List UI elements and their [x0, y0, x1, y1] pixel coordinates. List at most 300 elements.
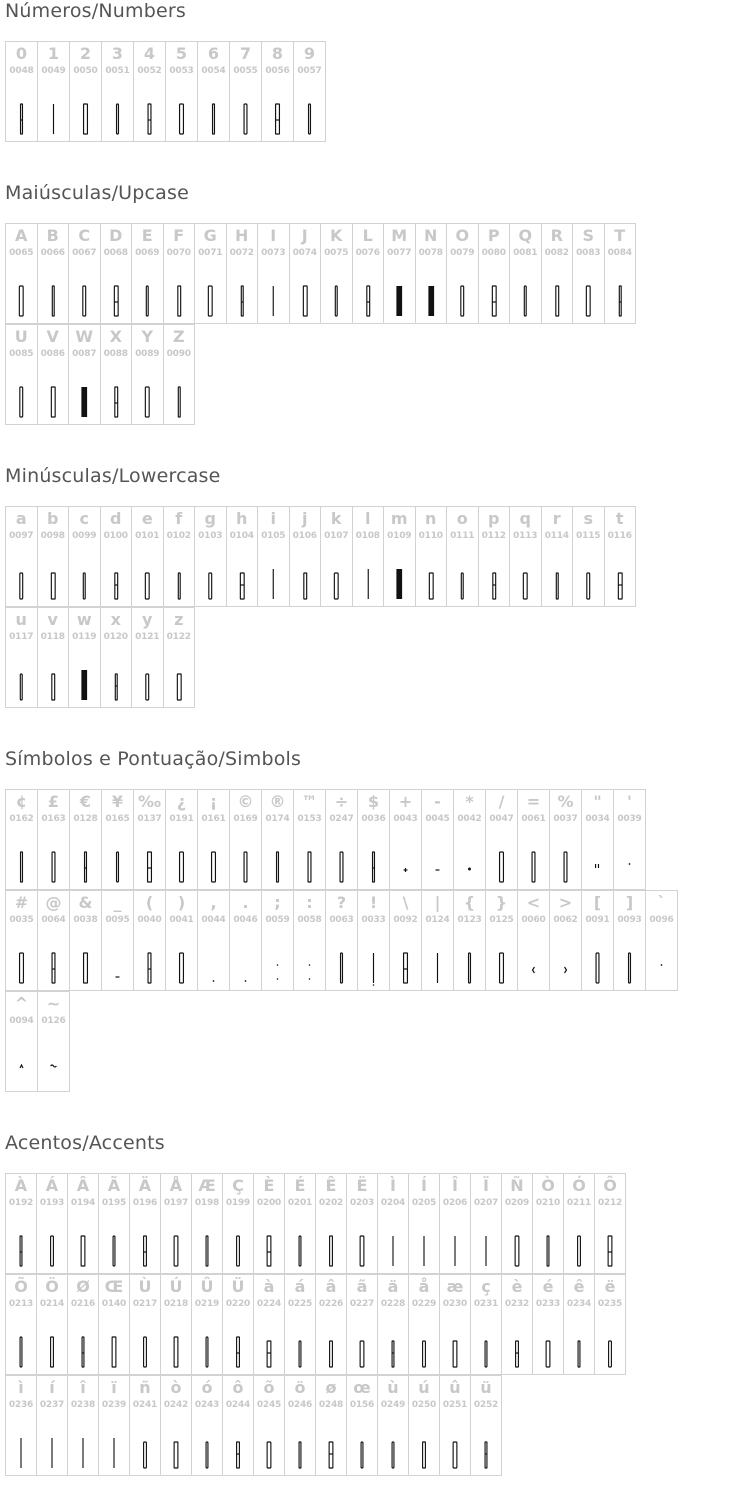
glyph-code: 0241 [132, 1400, 158, 1410]
glyph-code: 0243 [194, 1400, 220, 1410]
glyph-cell [485, 890, 518, 991]
glyph-cell [470, 1375, 502, 1476]
glyph-cell [5, 1173, 37, 1274]
glyph-preview [230, 848, 261, 888]
glyph-char: R [550, 226, 563, 245]
glyph-preview [258, 282, 289, 322]
glyph-cell [470, 1173, 502, 1274]
glyph-code: 0050 [73, 66, 98, 76]
glyph-char: j [302, 509, 308, 528]
glyph-cell [194, 223, 227, 324]
glyph-preview [166, 848, 197, 888]
glyph-char: ÷ [334, 792, 349, 811]
glyph-preview [38, 100, 69, 140]
glyph-char: f [175, 509, 183, 528]
glyph-char: ¡ [209, 792, 218, 811]
glyph-code: 0169 [233, 814, 258, 824]
glyph-code: 0126 [41, 1016, 66, 1026]
glyph-code: 0233 [535, 1299, 561, 1309]
glyph-cell [222, 1173, 254, 1274]
glyph-cell [131, 607, 164, 708]
glyph-preview [290, 565, 321, 605]
glyph-code: 0077 [387, 248, 412, 258]
glyph-preview [6, 666, 37, 706]
glyph-cell [377, 1274, 409, 1375]
glyph-preview [6, 565, 37, 605]
glyph-code: 0137 [137, 814, 162, 824]
glyph-preview [471, 1434, 501, 1474]
glyph-cell [346, 1375, 378, 1476]
glyph-code: 0211 [566, 1198, 592, 1208]
glyph-code: 0220 [225, 1299, 251, 1309]
glyph-code: 0069 [135, 248, 160, 258]
glyph-cell [346, 1274, 378, 1375]
glyph-cell [613, 789, 646, 890]
glyph-preview [321, 282, 352, 322]
glyph-code: 0196 [132, 1198, 158, 1208]
glyph-code: 0072 [229, 248, 254, 258]
glyph-cell [37, 506, 70, 607]
glyph-char: # [14, 893, 29, 912]
glyph-char: W [75, 327, 94, 346]
glyph-cell [645, 890, 678, 991]
glyph-preview [326, 848, 357, 888]
glyph-cell [229, 789, 262, 890]
glyph-char: Ê [325, 1176, 337, 1195]
glyph-code: 0075 [324, 248, 349, 258]
glyph-char: ® [269, 792, 286, 811]
glyph-code: 0046 [233, 915, 258, 925]
glyph-char: & [78, 893, 93, 912]
glyph-char: a [15, 509, 27, 528]
glyph-preview [440, 1232, 470, 1272]
glyph-code: 0044 [201, 915, 226, 925]
glyph-preview [6, 282, 37, 322]
glyph-cell [5, 1274, 37, 1375]
glyph-code: 0228 [380, 1299, 406, 1309]
glyph-code: 0252 [473, 1400, 499, 1410]
glyph-char: Ù [138, 1277, 152, 1296]
glyph-code: 0219 [194, 1299, 220, 1309]
glyph-preview [195, 565, 226, 605]
glyph-code: 0070 [166, 248, 191, 258]
glyph-preview [646, 949, 677, 989]
glyph-char: Ç [232, 1176, 244, 1195]
glyph-char: £ [47, 792, 60, 811]
glyph-preview [164, 565, 195, 605]
glyph-cell [129, 1375, 161, 1476]
glyph-preview [533, 1232, 563, 1272]
glyph-preview [38, 848, 69, 888]
glyph-code: 0068 [103, 248, 128, 258]
glyph-preview [130, 1333, 160, 1373]
glyph-char: N [424, 226, 438, 245]
glyph-cell [37, 41, 70, 142]
glyph-grid [5, 1173, 625, 1476]
glyph-code: 0092 [393, 915, 418, 925]
glyph-cell [470, 1274, 502, 1375]
glyph-cell [604, 223, 637, 324]
glyph-code: 0038 [73, 915, 98, 925]
glyph-cell [478, 506, 511, 607]
glyph-cell [389, 890, 422, 991]
glyph-char: ( [145, 893, 154, 912]
glyph-preview [347, 1434, 377, 1474]
glyph-char: b [47, 509, 59, 528]
glyph-char: S [582, 226, 595, 245]
glyph-char: " [593, 792, 602, 811]
glyph-cell [549, 890, 582, 991]
glyph-code: 0217 [132, 1299, 158, 1309]
glyph-preview [502, 1232, 532, 1272]
glyph-cell [5, 506, 38, 607]
glyph-preview [69, 666, 100, 706]
glyph-preview [422, 949, 453, 989]
glyph-char: l [365, 509, 371, 528]
glyph-cell [408, 1173, 440, 1274]
glyph-cell [160, 1375, 192, 1476]
glyph-cell [501, 1274, 533, 1375]
glyph-cell [383, 506, 416, 607]
glyph-char: c [79, 509, 89, 528]
glyph-preview [70, 848, 101, 888]
glyph-cell [421, 890, 454, 991]
glyph-char: © [237, 792, 254, 811]
glyph-preview [68, 1232, 98, 1272]
glyph-code: 0124 [425, 915, 450, 925]
glyph-preview [37, 1232, 67, 1272]
glyph-preview [230, 949, 261, 989]
glyph-code: 0048 [9, 66, 34, 76]
glyph-cell [315, 1173, 347, 1274]
glyph-cell [191, 1173, 223, 1274]
glyph-cell [165, 41, 198, 142]
glyph-char: @ [45, 893, 62, 912]
glyph-code: 0085 [9, 349, 34, 359]
glyph-row [5, 324, 635, 425]
glyph-char: F [173, 226, 185, 245]
glyph-cell [377, 1173, 409, 1274]
glyph-preview [440, 1333, 470, 1373]
glyph-char: Û [200, 1277, 214, 1296]
glyph-code: 0043 [393, 814, 418, 824]
glyph-grid [5, 223, 635, 425]
glyph-row [5, 890, 677, 991]
glyph-cell [36, 1274, 68, 1375]
glyph-preview [518, 949, 549, 989]
glyph-char: Ì [390, 1176, 396, 1195]
glyph-code: 0202 [318, 1198, 344, 1208]
glyph-char: A [15, 226, 28, 245]
glyph-code: 0078 [418, 248, 443, 258]
glyph-preview [573, 282, 604, 322]
glyph-preview [164, 383, 195, 423]
glyph-char: Î [452, 1176, 458, 1195]
glyph-preview [258, 565, 289, 605]
section-title: Números/Numbers [5, 0, 186, 22]
glyph-cell [325, 890, 358, 991]
glyph-cell [101, 789, 134, 890]
glyph-code: 0197 [163, 1198, 189, 1208]
glyph-preview [132, 666, 163, 706]
glyph-preview [454, 949, 485, 989]
glyph-char: H [235, 226, 249, 245]
glyph-cell [357, 890, 390, 991]
glyph-char: | [434, 893, 441, 912]
glyph-preview [132, 282, 163, 322]
glyph-preview [68, 1333, 98, 1373]
glyph-preview [223, 1333, 253, 1373]
glyph-preview [38, 1050, 69, 1090]
glyph-char: à [263, 1277, 275, 1296]
glyph-char: w [76, 610, 92, 629]
glyph-char: ø [325, 1378, 337, 1397]
glyph-cell [261, 890, 294, 991]
glyph-char: Â [76, 1176, 90, 1195]
glyph-char: { [463, 893, 476, 912]
glyph-char: á [294, 1277, 306, 1296]
glyph-cell [36, 1375, 68, 1476]
glyph-code: 0224 [256, 1299, 282, 1309]
glyph-char: 3 [111, 44, 124, 63]
glyph-char: ù [387, 1378, 399, 1397]
glyph-preview [447, 565, 478, 605]
glyph-char: Ï [483, 1176, 489, 1195]
glyph-preview [595, 1333, 625, 1373]
glyph-cell [415, 223, 448, 324]
glyph-code: 0083 [576, 248, 601, 258]
glyph-preview [69, 565, 100, 605]
glyph-cell [541, 223, 574, 324]
glyph-preview [254, 1434, 284, 1474]
glyph-cell [37, 890, 70, 991]
glyph-preview [290, 282, 321, 322]
glyph-code: 0096 [649, 915, 674, 925]
section-title: Maiúsculas/Upcase [5, 182, 190, 204]
glyph-preview [6, 383, 37, 423]
glyph-code: 0201 [287, 1198, 313, 1208]
glyph-cell [293, 789, 326, 890]
glyph-cell [131, 506, 164, 607]
glyph-char: ] [625, 893, 634, 912]
glyph-char: Œ [104, 1277, 124, 1296]
glyph-preview [130, 1434, 160, 1474]
glyph-char: È [263, 1176, 275, 1195]
glyph-code: 0110 [418, 531, 443, 541]
glyph-cell [284, 1274, 316, 1375]
glyph-code: 0161 [201, 814, 226, 824]
glyph-code: 0036 [361, 814, 386, 824]
glyph-char: M [391, 226, 408, 245]
glyph-char: ô [232, 1378, 244, 1397]
glyph-code: 0089 [135, 349, 160, 359]
glyph-cell [229, 41, 262, 142]
glyph-code: 0118 [40, 632, 65, 642]
glyph-char: ü [480, 1378, 492, 1397]
glyph-char: 0 [15, 44, 28, 63]
glyph-preview [582, 949, 613, 989]
glyph-cell [222, 1274, 254, 1375]
glyph-preview [479, 282, 510, 322]
glyph-code: 0112 [481, 531, 506, 541]
glyph-cell [284, 1173, 316, 1274]
glyph-preview [454, 848, 485, 888]
glyph-char: ì [18, 1378, 24, 1397]
glyph-preview [542, 282, 573, 322]
glyph-char: û [449, 1378, 461, 1397]
glyph-preview [164, 282, 195, 322]
glyph-grid [5, 41, 325, 142]
glyph-preview [416, 565, 447, 605]
glyph-row [5, 607, 635, 708]
glyph-preview [262, 949, 293, 989]
glyph-code: 0156 [349, 1400, 375, 1410]
glyph-char: Ë [356, 1176, 368, 1195]
glyph-preview [564, 1333, 594, 1373]
glyph-code: 0227 [349, 1299, 375, 1309]
glyph-preview [166, 949, 197, 989]
glyph-code: 0082 [544, 248, 569, 258]
glyph-preview [38, 666, 69, 706]
glyph-char: e [141, 509, 153, 528]
glyph-preview [102, 949, 133, 989]
glyph-preview [518, 848, 549, 888]
glyph-char: z [174, 610, 184, 629]
glyph-code: 0042 [457, 814, 482, 824]
glyph-code: 0200 [256, 1198, 282, 1208]
glyph-code: 0174 [265, 814, 290, 824]
glyph-cell [572, 506, 605, 607]
glyph-cell [439, 1375, 471, 1476]
glyph-cell [532, 1173, 564, 1274]
glyph-char: I [270, 226, 277, 245]
glyph-char: ä [387, 1277, 399, 1296]
glyph-code: 0105 [261, 531, 286, 541]
glyph-preview [294, 949, 325, 989]
glyph-preview [564, 1232, 594, 1272]
glyph-code: 0102 [166, 531, 191, 541]
glyph-char: Ü [231, 1277, 245, 1296]
glyph-preview [358, 949, 389, 989]
glyph-preview [68, 1434, 98, 1474]
glyph-preview [409, 1333, 439, 1373]
glyph-char: * [465, 792, 474, 811]
glyph-char: Ö [45, 1277, 59, 1296]
glyph-char: : [306, 893, 313, 912]
glyph-char: Ó [572, 1176, 586, 1195]
glyph-cell [517, 890, 550, 991]
glyph-code: 0230 [442, 1299, 468, 1309]
glyph-cell [37, 324, 70, 425]
glyph-cell [101, 41, 134, 142]
glyph-cell [67, 1274, 99, 1375]
glyph-cell [5, 223, 38, 324]
glyph-cell [604, 506, 637, 607]
glyph-code: 0163 [41, 814, 66, 824]
glyph-code: 0140 [101, 1299, 127, 1309]
glyph-char: ò [170, 1378, 182, 1397]
glyph-preview [542, 565, 573, 605]
glyph-preview [161, 1333, 191, 1373]
glyph-cell [253, 1274, 285, 1375]
glyph-code: 0206 [442, 1198, 468, 1208]
glyph-cell [320, 506, 353, 607]
glyph-char: Ú [169, 1277, 183, 1296]
glyph-code: 0203 [349, 1198, 375, 1208]
glyph-preview [409, 1434, 439, 1474]
glyph-cell [453, 789, 486, 890]
glyph-cell [131, 223, 164, 324]
glyph-char: . [242, 893, 249, 912]
glyph-code: 0108 [355, 531, 380, 541]
glyph-code: 0081 [513, 248, 538, 258]
glyph-char: ¿ [176, 792, 187, 811]
glyph-code: 0119 [72, 632, 97, 642]
glyph-code: 0049 [41, 66, 66, 76]
glyph-char: $ [367, 792, 380, 811]
glyph-code: 0035 [9, 915, 34, 925]
glyph-cell [100, 223, 133, 324]
glyph-cell [131, 324, 164, 425]
glyph-code: 0088 [103, 349, 128, 359]
glyph-cell [5, 607, 38, 708]
glyph-row [5, 223, 635, 324]
glyph-char: Ò [541, 1176, 555, 1195]
glyph-code: 0059 [265, 915, 290, 925]
glyph-cell [100, 506, 133, 607]
glyph-cell [67, 1173, 99, 1274]
glyph-preview [223, 1232, 253, 1272]
glyph-code: 0063 [329, 915, 354, 925]
glyph-char: E [141, 226, 153, 245]
glyph-grid [5, 506, 635, 708]
glyph-char: Ä [138, 1176, 152, 1195]
glyph-code: 0094 [9, 1016, 34, 1026]
glyph-char: Í [421, 1176, 427, 1195]
glyph-char: m [390, 509, 408, 528]
glyph-char: y [142, 610, 153, 629]
glyph-cell [98, 1173, 130, 1274]
glyph-char: è [511, 1277, 523, 1296]
glyph-code: 0101 [135, 531, 160, 541]
glyph-cell [478, 223, 511, 324]
glyph-preview [6, 1232, 36, 1272]
glyph-char: 4 [143, 44, 156, 63]
glyph-code: 0062 [553, 915, 578, 925]
glyph-preview [6, 949, 37, 989]
glyph-cell [572, 223, 605, 324]
glyph-code: 0097 [9, 531, 34, 541]
glyph-code: 0056 [265, 66, 290, 76]
glyph-preview [6, 1333, 36, 1373]
glyph-cell [446, 506, 479, 607]
glyph-preview [227, 565, 258, 605]
glyph-code: 0040 [137, 915, 162, 925]
glyph-preview [132, 565, 163, 605]
glyph-cell [352, 223, 385, 324]
glyph-code: 0034 [585, 814, 610, 824]
glyph-preview [378, 1434, 408, 1474]
glyph-cell [415, 506, 448, 607]
glyph-preview [195, 282, 226, 322]
glyph-code: 0193 [39, 1198, 65, 1208]
glyph-char: Q [518, 226, 533, 245]
glyph-cell [563, 1173, 595, 1274]
glyph-code: 0051 [105, 66, 130, 76]
glyph-code: 0066 [40, 248, 65, 258]
glyph-cell [293, 890, 326, 991]
glyph-preview [510, 282, 541, 322]
